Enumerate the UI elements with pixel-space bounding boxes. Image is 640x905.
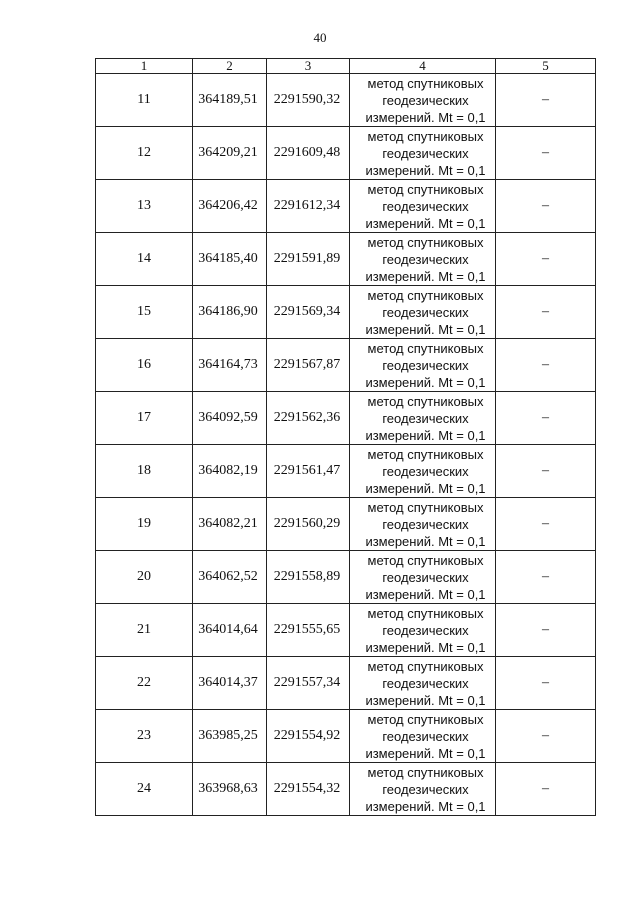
method-text-line: метод спутниковых xyxy=(367,552,484,568)
table-row xyxy=(96,392,596,445)
method-text-line: геодезических xyxy=(382,304,469,320)
x-coordinate-cell: 363985,25 xyxy=(193,710,267,763)
method-text-line: измерений. Mt = 0,1 xyxy=(365,692,486,708)
table-row xyxy=(96,604,596,657)
method-text-line: метод спутниковых xyxy=(367,658,484,674)
method-text-line: измерений. Mt = 0,1 xyxy=(365,798,486,814)
y-coordinate-cell: 2291554,92 xyxy=(267,710,350,763)
column-header-3: 3 xyxy=(267,59,350,74)
x-coordinate-cell: 364082,21 xyxy=(193,498,267,551)
point-number-cell: 14 xyxy=(96,233,193,286)
method-text-line: геодезических xyxy=(382,251,469,267)
x-coordinate-cell: 364014,64 xyxy=(193,604,267,657)
column-header-1: 1 xyxy=(96,59,193,74)
method-text-line: геодезических xyxy=(382,463,469,479)
method-cell xyxy=(350,445,496,498)
point-number-cell: 22 xyxy=(96,657,193,710)
table-row xyxy=(96,286,596,339)
method-text-line: метод спутниковых xyxy=(367,393,484,409)
method-text-line: метод спутниковых xyxy=(367,764,484,780)
y-coordinate-cell: 2291567,87 xyxy=(267,339,350,392)
method-text-line: измерений. Mt = 0,1 xyxy=(365,480,486,496)
y-coordinate-cell: 2291569,34 xyxy=(267,286,350,339)
table-body xyxy=(96,74,596,816)
table-row xyxy=(96,445,596,498)
y-coordinate-cell: 2291612,34 xyxy=(267,180,350,233)
method-cell xyxy=(350,551,496,604)
point-number-cell: 18 xyxy=(96,445,193,498)
y-coordinate-cell: 2291557,34 xyxy=(267,657,350,710)
y-coordinate-cell: 2291558,89 xyxy=(267,551,350,604)
description-cell: – xyxy=(496,763,596,816)
x-coordinate-cell: 364082,19 xyxy=(193,445,267,498)
point-number-cell: 19 xyxy=(96,498,193,551)
y-coordinate-cell: 2291555,65 xyxy=(267,604,350,657)
method-text-line: метод спутниковых xyxy=(367,446,484,462)
y-coordinate-cell: 2291609,48 xyxy=(267,127,350,180)
description-cell: – xyxy=(496,498,596,551)
point-number-cell: 12 xyxy=(96,127,193,180)
x-coordinate-cell: 364186,90 xyxy=(193,286,267,339)
y-coordinate-cell: 2291562,36 xyxy=(267,392,350,445)
method-text-line: геодезических xyxy=(382,781,469,797)
method-text-line: измерений. Mt = 0,1 xyxy=(365,586,486,602)
method-text-line: геодезических xyxy=(382,516,469,532)
y-coordinate-cell: 2291591,89 xyxy=(267,233,350,286)
point-number-cell: 11 xyxy=(96,74,193,127)
method-cell xyxy=(350,392,496,445)
coordinates-table xyxy=(95,58,596,816)
x-coordinate-cell: 363968,63 xyxy=(193,763,267,816)
description-cell: – xyxy=(496,551,596,604)
page-number: 40 xyxy=(313,30,327,45)
table-row xyxy=(96,233,596,286)
point-number-cell: 20 xyxy=(96,551,193,604)
y-coordinate-cell: 2291590,32 xyxy=(267,74,350,127)
method-text-line: геодезических xyxy=(382,410,469,426)
column-header-2: 2 xyxy=(193,59,267,74)
method-text-line: измерений. Mt = 0,1 xyxy=(365,321,486,337)
method-text-line: геодезических xyxy=(382,622,469,638)
table-row xyxy=(96,551,596,604)
table-row xyxy=(96,657,596,710)
method-cell xyxy=(350,498,496,551)
point-number-cell: 24 xyxy=(96,763,193,816)
method-text-line: геодезических xyxy=(382,145,469,161)
method-text-line: метод спутниковых xyxy=(367,340,484,356)
point-number-cell: 15 xyxy=(96,286,193,339)
method-text-line: измерений. Mt = 0,1 xyxy=(365,427,486,443)
table-row xyxy=(96,127,596,180)
x-coordinate-cell: 364092,59 xyxy=(193,392,267,445)
method-cell xyxy=(350,74,496,127)
description-cell: – xyxy=(496,392,596,445)
description-cell: – xyxy=(496,233,596,286)
method-cell xyxy=(350,339,496,392)
table-row xyxy=(96,339,596,392)
description-cell: – xyxy=(496,339,596,392)
description-cell: – xyxy=(496,127,596,180)
method-text-line: измерений. Mt = 0,1 xyxy=(365,639,486,655)
x-coordinate-cell: 364185,40 xyxy=(193,233,267,286)
method-text-line: геодезических xyxy=(382,728,469,744)
table-row xyxy=(96,763,596,816)
point-number-cell: 17 xyxy=(96,392,193,445)
method-cell xyxy=(350,604,496,657)
column-header-4: 4 xyxy=(350,59,496,74)
method-text-line: измерений. Mt = 0,1 xyxy=(365,109,486,125)
method-text-line: метод спутниковых xyxy=(367,128,484,144)
method-cell xyxy=(350,657,496,710)
y-coordinate-cell: 2291560,29 xyxy=(267,498,350,551)
method-text-line: измерений. Mt = 0,1 xyxy=(365,533,486,549)
method-text-line: геодезических xyxy=(382,675,469,691)
point-number-cell: 21 xyxy=(96,604,193,657)
table-row xyxy=(96,498,596,551)
method-text-line: геодезических xyxy=(382,357,469,373)
description-cell: – xyxy=(496,180,596,233)
method-text-line: метод спутниковых xyxy=(367,181,484,197)
method-text-line: геодезических xyxy=(382,92,469,108)
method-text-line: метод спутниковых xyxy=(367,287,484,303)
x-coordinate-cell: 364206,42 xyxy=(193,180,267,233)
y-coordinate-cell: 2291554,32 xyxy=(267,763,350,816)
method-text-line: метод спутниковых xyxy=(367,75,484,91)
table-row xyxy=(96,710,596,763)
column-header-5: 5 xyxy=(496,59,596,74)
method-text-line: измерений. Mt = 0,1 xyxy=(365,745,486,761)
description-cell: – xyxy=(496,286,596,339)
method-text-line: геодезических xyxy=(382,198,469,214)
table-header-row xyxy=(96,59,596,74)
method-text-line: метод спутниковых xyxy=(367,605,484,621)
method-cell xyxy=(350,286,496,339)
x-coordinate-cell: 364014,37 xyxy=(193,657,267,710)
method-text-line: измерений. Mt = 0,1 xyxy=(365,374,486,390)
method-text-line: измерений. Mt = 0,1 xyxy=(365,268,486,284)
point-number-cell: 16 xyxy=(96,339,193,392)
y-coordinate-cell: 2291561,47 xyxy=(267,445,350,498)
description-cell: – xyxy=(496,604,596,657)
point-number-cell: 13 xyxy=(96,180,193,233)
method-text-line: геодезических xyxy=(382,569,469,585)
x-coordinate-cell: 364062,52 xyxy=(193,551,267,604)
x-coordinate-cell: 364189,51 xyxy=(193,74,267,127)
table-row xyxy=(96,180,596,233)
description-cell: – xyxy=(496,710,596,763)
method-text-line: измерений. Mt = 0,1 xyxy=(365,215,486,231)
method-text-line: метод спутниковых xyxy=(367,711,484,727)
method-text-line: метод спутниковых xyxy=(367,499,484,515)
description-cell: – xyxy=(496,74,596,127)
method-text-line: метод спутниковых xyxy=(367,234,484,250)
method-cell xyxy=(350,127,496,180)
description-cell: – xyxy=(496,445,596,498)
method-text-line: измерений. Mt = 0,1 xyxy=(365,162,486,178)
x-coordinate-cell: 364209,21 xyxy=(193,127,267,180)
method-cell xyxy=(350,710,496,763)
x-coordinate-cell: 364164,73 xyxy=(193,339,267,392)
method-cell xyxy=(350,763,496,816)
method-cell xyxy=(350,180,496,233)
point-number-cell: 23 xyxy=(96,710,193,763)
method-cell xyxy=(350,233,496,286)
table-row xyxy=(96,74,596,127)
description-cell: – xyxy=(496,657,596,710)
